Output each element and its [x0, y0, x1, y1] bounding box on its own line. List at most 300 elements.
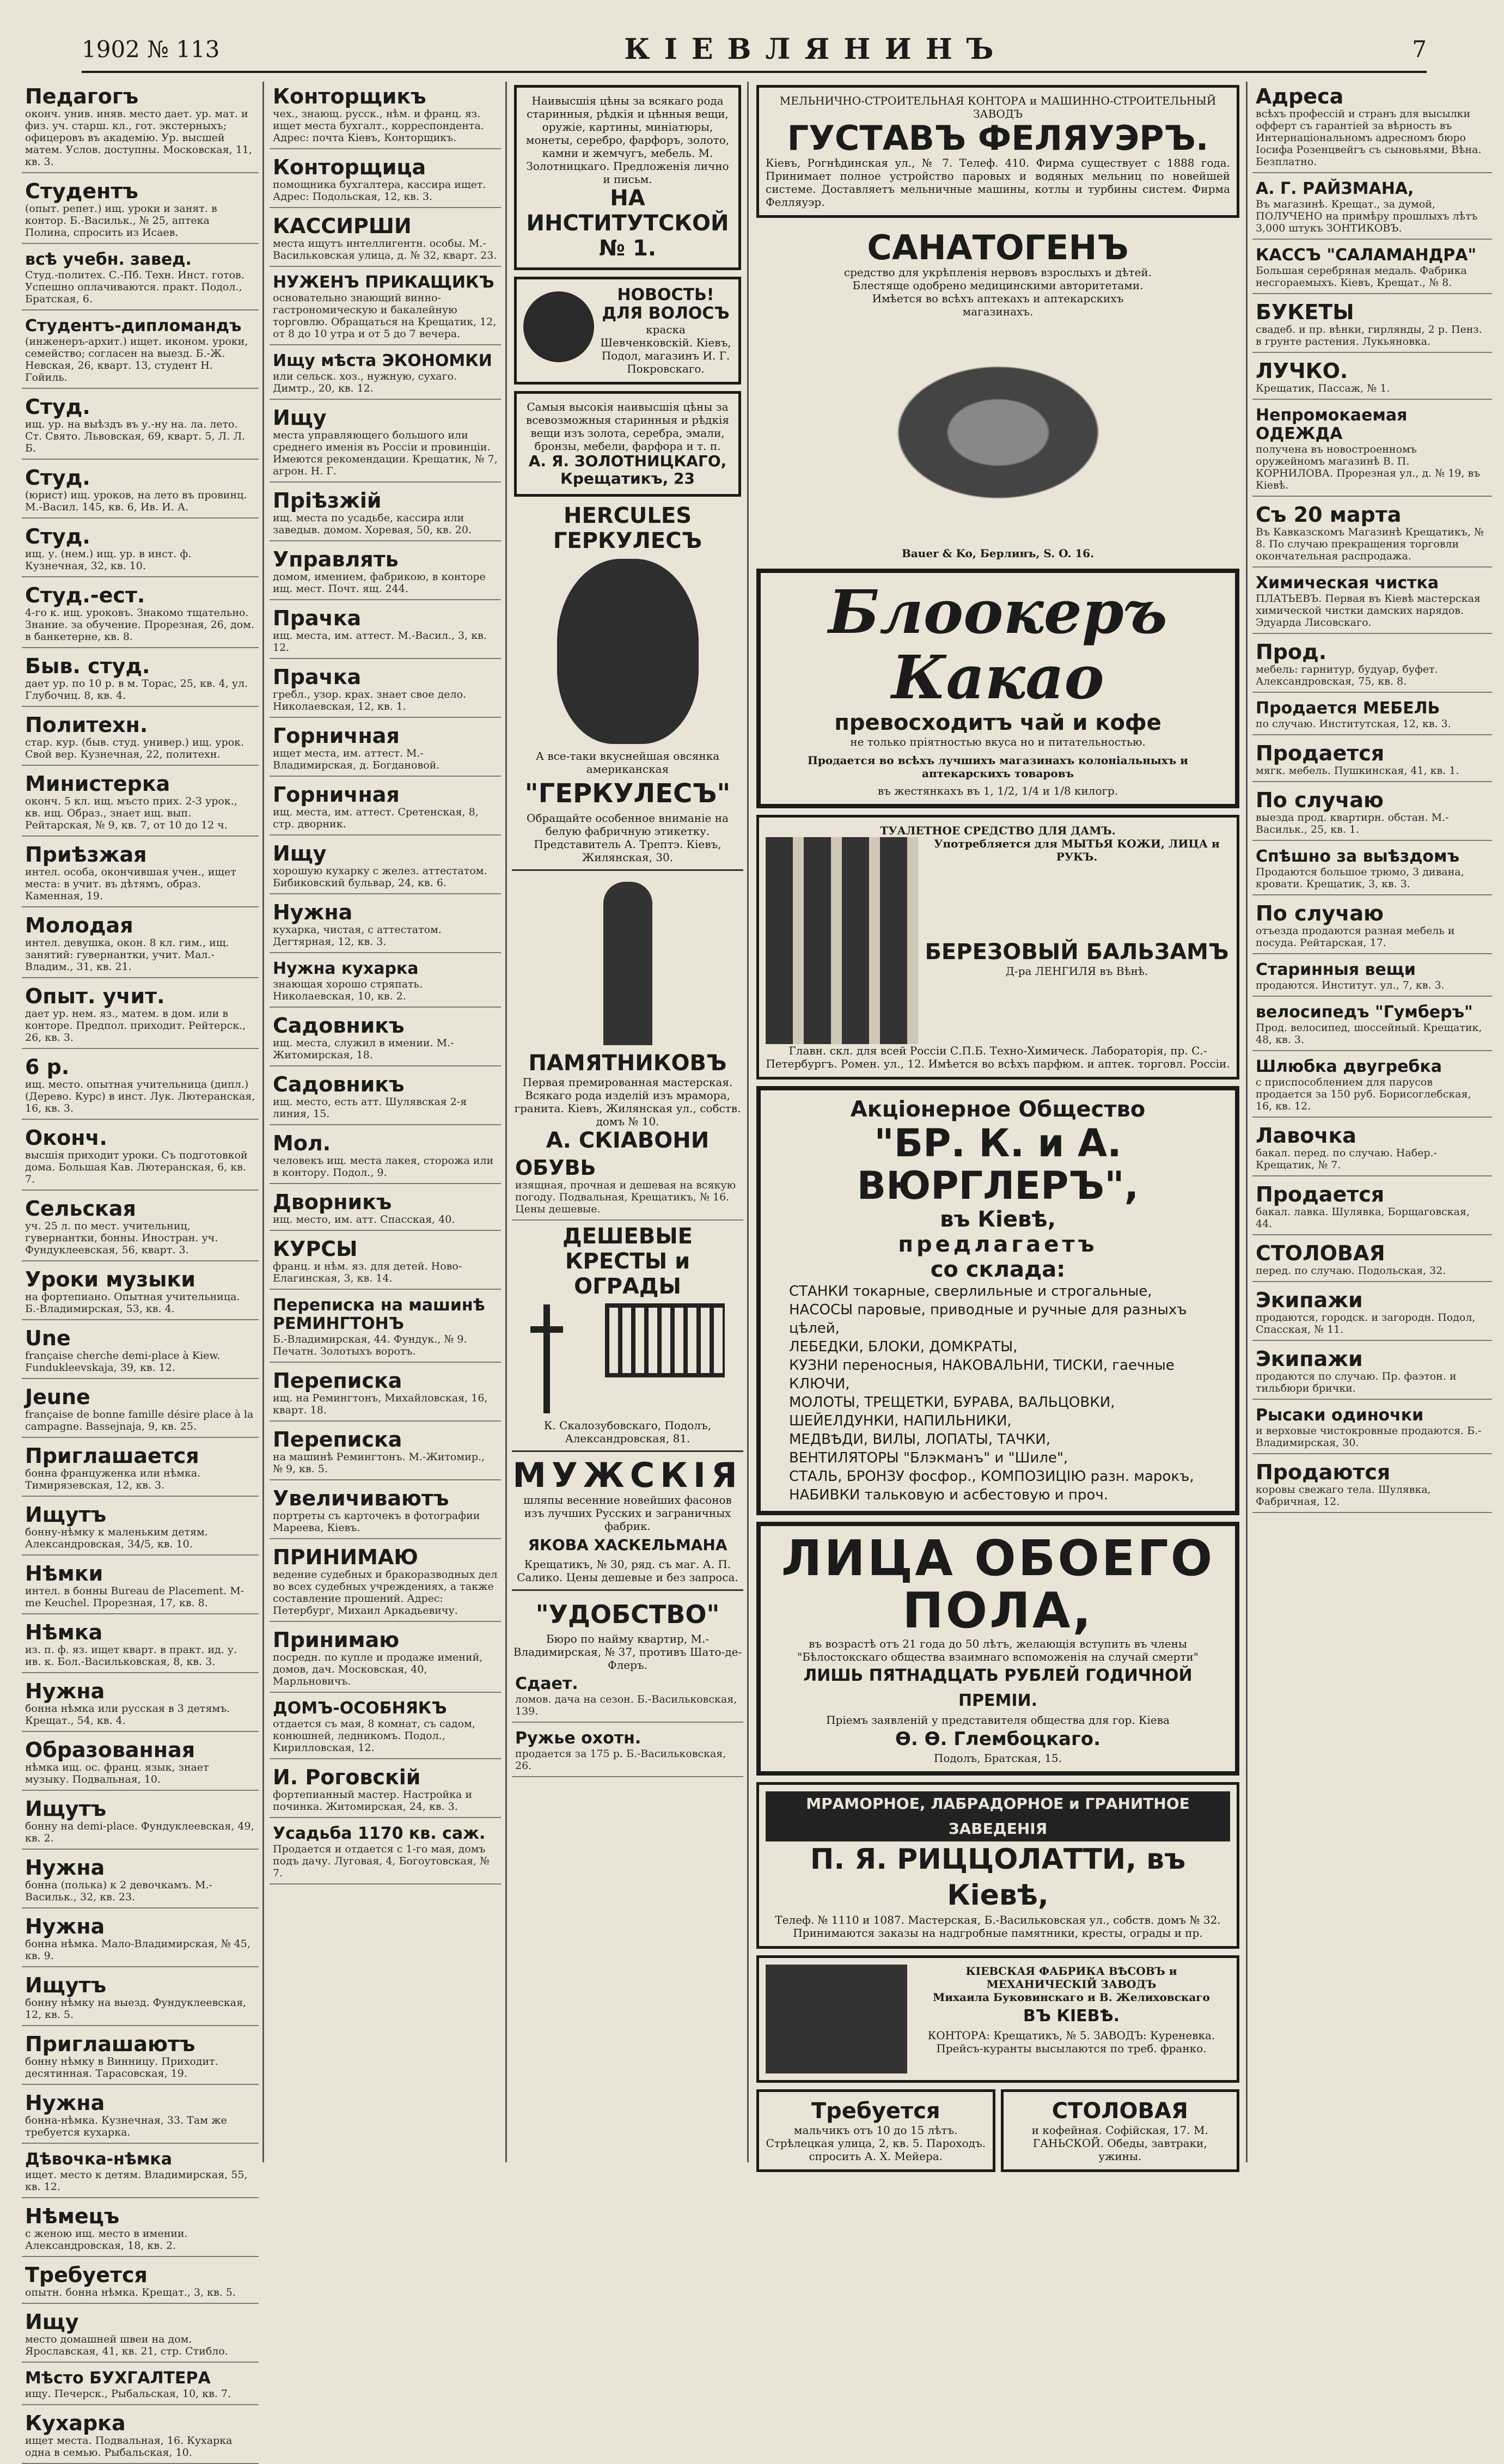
classified-ad — [512, 1726, 743, 1777]
ad-brand: "ГЕРКУЛЕСЪ" — [524, 778, 731, 809]
canteen-ad — [1001, 2089, 1240, 2172]
classified-ad — [1252, 1000, 1492, 1051]
classified-ad — [22, 1265, 259, 1320]
ad-text: по случаю. Институтская, 12, кв. 3. — [1256, 718, 1451, 730]
ad-heading: Требуется — [811, 2099, 940, 2124]
feller-ad — [756, 85, 1239, 218]
classified-ad — [1252, 176, 1492, 240]
column-divider — [1246, 82, 1248, 2162]
ad-top: МРАМОРНОЕ, ЛАБРАДОРНОЕ и ГРАНИТНОЕ ЗАВЕДЕНІЯ — [766, 1791, 1230, 1841]
classified-ad — [22, 522, 259, 577]
ad-heading: Нужна — [273, 900, 353, 924]
classified-ad — [22, 1441, 259, 1497]
ad-heading: Ищу — [273, 841, 327, 865]
ad-text: бонну нѣмку на выезд. Фундуклеевская, 12, кв. 5. — [25, 1997, 247, 2021]
classified-ad — [1252, 403, 1492, 497]
ad-text: бонна-нѣмка. Кузнечная, 33. Там же требуется кухарка. — [25, 2114, 227, 2138]
ad-heading: Ищу мѣста ЭКОНОМКИ — [273, 351, 492, 370]
classified-ad — [270, 211, 501, 267]
ad-text: ищет места, им. аттест. М.-Владимирская, д. Богдановой. — [273, 747, 440, 771]
ad-text: хорошую кухарку с желез. аттестатом. Бибиковский бульвар, 24, кв. 6. — [273, 865, 487, 889]
ad-top: КІЕВСКАЯ ФАБРИКА ВѢСОВЪ и МЕХАНИЧЕСКІЙ ЗАВОДЪ — [965, 1965, 1177, 1991]
ad-text: перед. по случаю. Подольская, 32. — [1256, 1265, 1446, 1277]
ad-heading: ГУСТАВЪ ФЕЛЯУЭРЪ. — [787, 118, 1209, 158]
ad-text: средство для укрѣпленія нервовъ взрослыхъ и дѣтей. Блестяще одобрено медицинскими авторитетами. Имѣется во всѣхъ аптекахъ и аптекарскихъ магазинахъ. — [843, 266, 1152, 318]
ad-text: Первая премированная мастерская. Всякаго рода изделій изъ мрамора, гранита. Кiевъ, Жилянская ул., собств. домъ № 10. — [514, 1076, 741, 1128]
column-divider — [262, 82, 264, 2162]
classified-ad — [270, 1366, 501, 1422]
classified-ad — [1252, 571, 1492, 634]
ad-text: дает ур. по 10 р. в м. Торас, 25, кв. 4, ул. Глубочиц. 8, кв. 4. — [25, 678, 248, 702]
crosses-fences-ad — [512, 1224, 743, 1445]
classified-ad — [22, 2147, 259, 2198]
ad-heading: ЛУЧКО. — [1256, 359, 1348, 383]
classified-ad — [22, 840, 259, 907]
ad-top: Акціонерное Общество — [850, 1097, 1146, 1122]
bottom-ads-row — [754, 2089, 1242, 2172]
hercules-oats-ad — [512, 503, 743, 864]
angel-illustration — [824, 318, 1172, 547]
ad-text: Подолъ, Братская, 15. — [933, 1752, 1062, 1765]
ad-heading: Лавочка — [1256, 1124, 1356, 1148]
ad-heading: Студентъ — [25, 179, 138, 203]
ad-heading: КУРСЫ — [273, 1237, 358, 1261]
hair-product-icon — [523, 291, 594, 362]
classified-ad — [1252, 82, 1492, 173]
classified-ad — [270, 1425, 501, 1480]
ad-heading: 6 р. — [25, 1055, 70, 1079]
column-1-classifieds — [22, 82, 259, 2459]
classified-ad — [1252, 1180, 1492, 1235]
ad-text: портреты съ карточекъ в фотографии Мареева, Кiевъ. — [273, 1510, 480, 1534]
ad-heading: НОВОСТЬ! ДЛЯ ВОЛОСЪ — [602, 285, 730, 323]
ad-text: Продается во всѣхъ лучшихъ магазинахъ колоніальныхъ и аптекарскихъ товаровъ — [807, 754, 1188, 780]
ad-text: кухарка, чистая, с аттестатом. Дегтярная, 12, кв. 3. — [273, 924, 442, 948]
ad-text: Въ магазинѣ. Крещат., за думой, ПОЛУЧЕНО на примѣру прошлыхъ лѣтъ 3,000 штукъ ЗОНТИКОВЪ. — [1256, 198, 1478, 234]
classified-ad — [22, 2307, 259, 2363]
ad-heading: Jeune — [25, 1385, 90, 1409]
classified-ad — [1252, 957, 1492, 997]
classified-ad — [22, 1912, 259, 1967]
classified-ad — [1252, 1121, 1492, 1176]
classified-ad — [1252, 1344, 1492, 1400]
list-item: НАСОСЫ паровые, приводные и ручные для разныхъ цѣлей, — [789, 1302, 1187, 1337]
ad-heading: Продается — [1256, 1182, 1385, 1206]
list-item: КУЗНИ переносныя, НАКОВАЛЬНИ, ТИСКИ, гаечные КЛЮЧИ, — [789, 1357, 1175, 1392]
classified-ad — [1252, 1054, 1492, 1118]
ad-text: продаются. Институт. ул., 7, кв. 3. — [1256, 979, 1445, 991]
ad-text: въ жестянкахъ въ 1, 1/2, 1/4 и 1/8 килогр. — [877, 784, 1118, 797]
ad-heading: Блоокеръ Какао — [828, 577, 1167, 712]
ad-text: Кiевъ, Рогнѣдинская ул., № 7. Телеф. 410. Фирма существует с 1888 года. Принимает полное устройство паровых и водяных мельниц по новейшей системе. Доставляетъ мельничные машины, котлы и турбины систем. Фирма Фелляуэр. — [766, 156, 1230, 209]
ad-from: со склада: — [930, 1257, 1066, 1282]
classified-ad — [270, 721, 501, 777]
classified-ad — [270, 349, 501, 400]
ad-heading: Переписка на машинѣ РЕМИНГТОНЪ — [273, 1296, 485, 1333]
classified-ad — [1252, 500, 1492, 568]
ad-text: дает ур. нем. яз., матем. в дом. или в конторе. Предпол. приходит. Рейтерск., 26, кв. 3. — [25, 1008, 246, 1044]
list-item: ЛЕБЕДКИ, БЛОКИ, ДОМКРАТЫ, — [789, 1339, 1018, 1355]
ad-heading: Ищутъ — [25, 1797, 107, 1821]
ad-heading: А. СКІАВОНИ — [546, 1128, 710, 1153]
ad-text: получена въ новостроенномъ оружейномъ магазинѣ В. П. КОРНИЛОВА. Прорезная ул., д. № 19, въ Кiевѣ. — [1256, 443, 1481, 491]
ad-heading: Мол. — [273, 1131, 331, 1155]
ad-text: отдается съ мая, 8 комнат, съ садом, конюшней, ледникомъ. Подол., Кирилловская, 12. — [273, 1718, 475, 1754]
ad-heading: Конторщикъ — [273, 84, 426, 108]
classified-ad — [1252, 243, 1492, 294]
classified-ad — [270, 1234, 501, 1290]
ad-heading: Кухарка — [25, 2411, 126, 2435]
ad-text: продаются, городск. и загородн. Подол, Спасская, № 11. — [1256, 1312, 1476, 1335]
ad-heading: Управлять — [273, 547, 399, 571]
ad-text: из. п. ф. яз. ищет кварт. в практ. ид. у. ив. к. Бол.-Васильковская, 8, кв. 3. — [25, 1644, 237, 1668]
ad-text: КОНТОРА: Крещатикъ, № 5. ЗАВОДЪ: Куреневка. Прейсъ-куранты высылаются по треб. франко. — [927, 2029, 1215, 2055]
ad-heading: "БР. К. и А. ВЮРГЛЕРЪ", — [857, 1121, 1139, 1208]
ad-text: бонна нѣмка. Мало-Владимирская, № 45, кв. 9. — [25, 1938, 250, 1962]
classified-ad — [270, 839, 501, 894]
ad-text: бакал. лавка. Шулявка, Борщаговская, 44. — [1256, 1206, 1470, 1230]
classified-ad — [270, 486, 501, 541]
column-2-classifieds — [270, 82, 501, 2162]
ad-heading: Студентъ-дипломандъ — [25, 316, 242, 336]
bottles-illustration — [766, 837, 918, 1044]
classified-ad — [22, 1971, 259, 2026]
ad-fee: ЛИШЬ ПЯТНАДЦАТЬ РУБЛЕЙ ГОДИЧНОЙ ПРЕМІИ. — [803, 1666, 1193, 1710]
ad-text: продается за 175 р. Б.-Васильковская, 26. — [515, 1748, 726, 1772]
ad-heading: БЕРЕЗОВЫЙ БАЛЬЗАМЪ — [925, 940, 1229, 965]
ad-heading: Нужна — [25, 1679, 105, 1703]
classified-ad — [22, 1853, 259, 1908]
column-divider — [747, 82, 749, 2162]
ad-heading: МУЖСКІЯ — [512, 1455, 743, 1495]
classified-ad — [270, 403, 501, 483]
ad-heading: Продаются — [1256, 1460, 1391, 1484]
ad-heading: Спѣшно за выѣздомъ — [1256, 847, 1460, 866]
classified-ad — [270, 1542, 501, 1622]
boy-wanted-ad — [756, 2089, 995, 2172]
classified-ad — [270, 1187, 501, 1231]
ad-text: ведение судебных и бракоразводных дел во всех судебных учреждениях, а также составление прошений. Адрес: Петербург, Михаил Аркадьевичу. — [273, 1569, 498, 1617]
ad-text: Прод. велосипед, шоссейный. Крещатик, 48, кв. 3. — [1256, 1022, 1482, 1046]
ad-heading: Приѣзжая — [25, 843, 147, 867]
ad-text: место домашней швеи на дом. Ярославская, 41, кв. 21, стр. Стибло. — [25, 2333, 228, 2357]
ad-heading: СТОЛОВАЯ — [1051, 2099, 1188, 2124]
ad-heading: Садовникъ — [273, 1014, 405, 1038]
ad-text: бонна (полька) к 2 девочкамъ. М.-Васильк., 32, кв. 23. — [25, 1879, 212, 1903]
ad-text: мягк. мебель. Пушкинская, 41, кв. 1. — [1256, 765, 1459, 777]
ad-slogan: превосходитъ чай и кофе — [834, 710, 1161, 735]
ad-text: ищет. место к детям. Владимирская, 55, кв. 12. — [25, 2169, 248, 2193]
ad-heading: По случаю — [1256, 901, 1384, 925]
ad-heading: Мѣсто БУХГАЛТЕРА — [25, 2369, 211, 2388]
ad-heading: Студ. — [25, 466, 90, 490]
ad-text: и верховые чистокровные продаются. Б.-Владимирская, 30. — [1256, 1425, 1482, 1449]
ad-text: Продаются большое трюмо, 3 дивана, кровати. Крещатик, 3, кв. 3. — [1256, 866, 1464, 890]
ad-heading: Нужна — [25, 1914, 105, 1938]
scales-factory-ad — [756, 1955, 1239, 2083]
ad-heading: Молодая — [25, 913, 133, 937]
ad-text: бонна нѣмка или русская в 3 детямъ. Крещат., 54, кв. 4. — [25, 1703, 230, 1727]
ad-top: МЕЛЬНИЧНО-СТРОИТЕЛЬНАЯ КОНТОРА и МАШИННО-СТРОИТЕЛЬНЫЙ ЗАВОДЪ — [779, 94, 1216, 120]
classified-ad — [22, 581, 259, 648]
wurgler-ad — [756, 1086, 1239, 1515]
ad-heading: Прачка — [273, 606, 362, 630]
ad-maker: Bauer & Ko, Берлинъ, S. O. 16. — [901, 547, 1095, 560]
ad-heading: Прод. — [1256, 640, 1327, 664]
list-item: МОЛОТЫ, ТРЕЩЕТКИ, БУРАВА, ВАЛЬЦОВКИ, — [789, 1394, 1115, 1411]
classified-ad — [22, 769, 259, 837]
ad-text: опытн. бонна нѣмка. Крещат., 3, кв. 5. — [25, 2286, 236, 2298]
classified-ad — [270, 1293, 501, 1363]
ad-text: ищ. место. опытная учительница (дипл.) (Дерево. Курс) в инст. Лук. Лютеранская, 16, кв. 3. — [25, 1078, 255, 1114]
ad-text: ищ. места, им. аттест. М.-Васил., 3, кв. 12. — [273, 630, 487, 654]
ad-heading: Старинныя вещи — [1256, 960, 1416, 979]
ad-rep-name: Ѳ. Ѳ. Глембоцкаго. — [895, 1728, 1101, 1750]
list-item: ВЕНТИЛЯТОРЫ "Блэкманъ" и "Шиле", — [789, 1450, 1068, 1466]
classified-ad — [22, 392, 259, 460]
ad-text: ломов. дача на сезон. Б.-Васильковская, 139. — [515, 1693, 737, 1717]
ad-text: выезда прод. квартирн. обстан. М.-Васильк., 25, кв. 1. — [1256, 812, 1449, 835]
classified-ad — [22, 1194, 259, 1261]
ad-text: ищ. место, им. атт. Спасская, 40. — [273, 1213, 455, 1225]
ad-heading: СТОЛОВАЯ — [1256, 1241, 1385, 1265]
ad-text: коровы свежаго тела. Шулявка, Фабричная, 12. — [1256, 1484, 1431, 1508]
classified-ad — [270, 603, 501, 659]
ad-text: отъезда продаются разная мебель и посуда. Рейтарская, 17. — [1256, 925, 1455, 949]
ad-heading: Приглашается — [25, 1444, 199, 1468]
ad-heading: ПАМЯТНИКОВЪ — [528, 1051, 727, 1076]
classified-ad — [22, 314, 259, 389]
ad-text: изящная, прочная и дешевая на всякую погоду. Подвальная, Крещатикъ, № 16. Цены дешевые. — [515, 1179, 736, 1215]
ad-heading: Une — [25, 1326, 71, 1350]
ad-heading: Садовникъ — [273, 1072, 405, 1096]
ad-heading: ДОМЪ-ОСОБНЯКЪ — [273, 1699, 447, 1718]
column-divider — [505, 82, 507, 2162]
ad-heading: Горничная — [273, 724, 400, 748]
ad-text: въ возрастѣ отъ 21 года до 50 лѣтъ, желающія вступить въ члены "Бѣлостокскаго общества взаимнаго вспоможенія на случай смерти" — [797, 1637, 1199, 1663]
ad-heading: Прачка — [273, 665, 362, 689]
sanatogen-ad — [754, 224, 1242, 565]
classified-ad — [1252, 1457, 1492, 1513]
mens-hats-ad — [512, 1450, 743, 1584]
classified-ad — [270, 545, 501, 600]
ad-text: Крещатик, Пассаж, № 1. — [1256, 382, 1390, 394]
ad-text: Большая серебряная медаль. Фабрика несгораемыхъ. Кiевъ, Крещат., № 8. — [1256, 265, 1467, 289]
ad-text: места управляющего большого или среднего именiя въ Россiи и провинціи. Имеются рекомендации. Крещатик, № 7, агрон. Н. Г. — [273, 429, 498, 477]
ad-text: знающая хорошо стряпать. Николаевская, 10, кв. 2. — [273, 978, 423, 1002]
ad-text: Въ Кавказскомъ Магазинѣ Крещатикъ, № 8. По случаю прекращения торговли окончательная распродажа. — [1256, 526, 1484, 562]
classified-ad — [22, 1618, 259, 1673]
antique-buyer-ad — [514, 85, 741, 270]
classified-ad — [22, 981, 259, 1049]
ad-text: бонна француженка или нѣмка. Тимирязевская, 12, кв. 3. — [25, 1467, 201, 1491]
classified-ad — [1252, 785, 1492, 841]
classified-ad — [270, 1011, 501, 1066]
ad-heading: НУЖЕНЪ ПРИКАЩИКЪ — [273, 273, 494, 292]
ad-heading: Шлюбка двугребка — [1256, 1057, 1442, 1076]
ad-heading: Образованная — [25, 1738, 195, 1762]
classified-ad — [270, 1696, 501, 1759]
ad-heading: Переписка — [273, 1369, 402, 1393]
ad-text: (юрист) ищ. уроков, на лето въ провинц. М.-Васил. 145, кв. 6, Ив. И. А. — [25, 489, 247, 513]
ad-heading: Продается — [1256, 741, 1385, 765]
ad-heading: По случаю — [1256, 788, 1384, 812]
ad-text: бонну на demi-place. Фундуклеевская, 49, кв. 2. — [25, 1820, 254, 1844]
ad-text: оконч. 5 кл. ищ. мъсто прих. 2-3 урок., кв. ищ. Образ., знает ищ. вып. Рейтарская, № 9, кв. 7, от 10 до 12 ч. — [25, 795, 237, 831]
classified-ad — [22, 247, 259, 310]
ad-text: оконч. унив. иняв. место дает. ур. мат. и физ. уч. старш. кл., гот. экстерныхъ; офицеровъ въ академію. Ур. высшей матем. Услов. доступны. Московская, 11, кв. 3. — [25, 108, 253, 168]
ad-text: высшія приходит уроки. Съ подготовкой дома. Большая Кав. Лютеранская, 6, кв. 7. — [25, 1149, 248, 1185]
ad-heading: Горничная — [273, 783, 400, 807]
ad-text: ПЛАТЬЕВЪ. Первая въ Кiевѣ мастерская химической чистки дамских нарядов. Эдуарда Лисовскаго. — [1256, 593, 1481, 629]
ad-text: Главн. скл. для всей Россiи С.П.Б. Техно-Химическ. Лабораторія, пр. С.-Петербургъ. Ромен. ул., 12. Имѣется во всѣхъ парфюм. и аптек. торговл. Россіи. — [766, 1044, 1230, 1070]
hair-dye-ad — [514, 277, 741, 385]
ad-text: (инженеръ-архит.) ищет. иконом. уроки, семейство; согласен на выезд. Б.-Ж. Невская, 26, кварт. 13, студент Н. Гойиль. — [25, 336, 248, 383]
ad-heading: Опыт. учит. — [25, 984, 165, 1008]
ad-text: мебель: гарнитур, будуар, буфет. Александровская, 75, кв. 8. — [1256, 663, 1438, 687]
ad-heading: Студ. — [25, 524, 90, 548]
ad-text: гребл., узор. крах. знает свое дело. Николаевская, 12, кв. 1. — [273, 688, 467, 712]
classified-ad — [22, 1123, 259, 1191]
ad-heading: Экипажи — [1256, 1288, 1363, 1312]
classified-ad — [22, 2260, 259, 2304]
ad-heading: Конторщица — [273, 155, 426, 179]
ad-text: бонну нѣмку в Винницу. Приходит. десятинная. Тарасовская, 19. — [25, 2056, 218, 2079]
ad-heading: Нѣмецъ — [25, 2204, 120, 2228]
ad-heading: Дѣвочка-нѣмка — [25, 2150, 172, 2169]
equipment-list — [767, 1282, 1228, 1504]
ad-heading: велосипедъ "Гумберъ" — [1256, 1003, 1473, 1022]
classified-ad — [270, 153, 501, 208]
ad-text: с приспособлением для парусов продается за 150 руб. Борисоглебская, 16, кв. 12. — [1256, 1076, 1471, 1112]
ad-heading: Продается МЕБЕЛЬ — [1256, 699, 1440, 718]
ad-text: ищ. места, им. аттест. Сретенская, 8, стр. дворник. — [273, 806, 479, 830]
birch-balsam-ad — [756, 815, 1239, 1079]
ad-text: бакал. перед. по случаю. Набер.-Крещатик, № 7. — [1256, 1147, 1437, 1171]
ad-heading: Нѣмки — [25, 1562, 103, 1585]
man-eating-illustration — [557, 559, 699, 744]
ad-text: не только пріятностью вкуса но и питательностью. — [850, 735, 1146, 748]
ad-heading: Ищутъ — [25, 1503, 107, 1527]
classified-ad — [22, 176, 259, 244]
ad-heading: "УДОБСТВО" — [535, 1600, 720, 1629]
ad-heading: Экипажи — [1256, 1347, 1363, 1371]
shoes-ad — [512, 1153, 743, 1221]
ad-text: ищ. место, есть атт. Шулявская 2-я линия, 15. — [273, 1096, 467, 1120]
list-item: МЕДВѢДИ, ВИЛЫ, ЛОПАТЫ, ТАЧКИ, — [789, 1431, 1051, 1448]
ad-text: домом, имением, фабрикою, в конторе ищ. мест. Почт. ящ. 244. — [273, 571, 486, 595]
marble-workshop-ad — [756, 1782, 1239, 1949]
classified-ad — [1252, 1403, 1492, 1454]
classified-ad — [22, 2029, 259, 2085]
column-5-classifieds — [1252, 82, 1492, 2162]
classified-ad — [1252, 297, 1492, 353]
ad-text: (опыт. репет.) ищ. уроки и занят. в контор. Б.-Васильк., № 25, аптека Полина, спросить из Исаев. — [25, 203, 217, 239]
ad-text: К. Скалозубовскаго, Подолъ, Александровская, 81. — [543, 1419, 712, 1445]
ad-heading: Дворникъ — [273, 1190, 392, 1214]
classified-ad — [22, 2201, 259, 2257]
ad-heading: Уроки музыки — [25, 1267, 195, 1291]
ad-text: ищ. места по усадьбе, кассира или заведыв. домом. Хоревая, 50, кв. 20. — [273, 512, 472, 536]
ad-text: человекъ ищ. места лакея, сторожа или в контору. Подол., 9. — [273, 1155, 494, 1179]
ad-text: чех., знающ. русск., нѣм. и франц. яз. ищет места бухгалт., корреспондента. Адрес: почта Кiевъ, Конторщикъ. — [273, 108, 484, 144]
classified-ad — [1252, 899, 1492, 954]
list-item: СТАЛЬ, БРОНЗУ фосфор., КОМПОЗИЦІЮ разн. марокъ, — [789, 1468, 1194, 1485]
ad-heading: Студ.-ест. — [25, 583, 145, 607]
ad-text: стар. кур. (быв. студ. универ.) ищ. урок. Свой вер. Кузнечная, 22, политехн. — [25, 736, 244, 760]
ad-heading: Ищу — [25, 2310, 79, 2334]
ad-text: ищ. ур. на выѣздъ въ у.-ну на. ла. лето. Ст. Свято. Львовская, 69, кварт. 5, Л. Л. Б. — [25, 418, 246, 454]
issue-number: 1902 № 113 — [82, 35, 220, 63]
ad-text: Крещатикъ, № 30, ряд. съ маг. А. П. Салико. Цены дешевые и без запроса. — [517, 1558, 738, 1584]
ad-text: свадеб. и пр. вѣнки, гирлянды, 2 р. Пенз. в грунте растения. Лукьяновка. — [1256, 324, 1482, 347]
newspaper-title: КІЕВЛЯНИНЪ — [624, 32, 1008, 66]
monuments-ad — [512, 869, 743, 1153]
classified-ad — [22, 1324, 259, 1379]
ad-heading: HERCULES ГЕРКУЛЕСЪ — [553, 503, 702, 553]
ad-heading: Переписка — [273, 1428, 402, 1451]
column-4-display-ads — [754, 82, 1242, 2162]
ad-heading: Политехн. — [25, 713, 148, 737]
classified-ad — [22, 1382, 259, 1438]
ad-heading: Съ 20 марта — [1256, 503, 1402, 527]
classified-ad — [22, 710, 259, 766]
ad-heading: Непромокаемая ОДЕЖДА — [1256, 406, 1408, 443]
classified-ad — [270, 780, 501, 835]
ad-city: ВЪ КІЕВѢ. — [1023, 2006, 1120, 2026]
classified-ad — [22, 651, 259, 707]
ad-heading: НА ИНСТИТУТСКОЙ № 1. — [526, 186, 729, 261]
ad-heading: И. Роговскій — [273, 1765, 421, 1789]
ad-text: уч. 25 л. по мест. учительниц, гувернантки, бонны. Иностран. уч. Фундуклеевская, 56, кварт. 3. — [25, 1220, 218, 1256]
ad-heading: ОБУВЬ — [515, 1156, 596, 1180]
ad-heading: Ищу — [273, 406, 327, 430]
list-item: НАБИВКИ тальковую и асбестовую и проч. — [789, 1487, 1108, 1503]
ad-heading: Пріѣзжій — [273, 489, 382, 513]
ad-heading: П. Я. РИЦЦОЛАТТИ, въ Кіевѣ, — [810, 1843, 1186, 1912]
classified-ad — [22, 463, 259, 519]
ad-heading: ЛИЦА ОБОЕГО ПОЛА, — [781, 1530, 1215, 1639]
ad-heading: КАССЪ "САЛАМАНДРА" — [1256, 246, 1477, 265]
ad-heading: Нѣмка — [25, 1620, 103, 1644]
ad-text: Самыя высокія наивысшія цѣны за всевозможныя старинныя и рѣдкія вещи изъ золота, серебра, эмали, бронзы, мебели, фарфора и т. п. — [526, 400, 729, 453]
ad-heading: Ищутъ — [25, 1973, 107, 1997]
page-number: 7 — [1412, 35, 1427, 63]
ad-heading: Рысаки одиночки — [1256, 1406, 1424, 1425]
ad-text: мальчикъ отъ 10 до 15 лѣтъ. Стрѣлецкая улица, 2, кв. 5. Пароходъ. спросить А. Х. Мейера. — [766, 2124, 986, 2163]
ad-heading: всѣ учебн. завед. — [25, 250, 192, 269]
ad-heading: А. Я. ЗОЛОТНИЦКАГО, Крещатикъ, 23 — [528, 452, 727, 487]
classified-ad — [1252, 1285, 1492, 1341]
ad-heading: Оконч. — [25, 1126, 107, 1150]
ad-text: на машинѣ Ремингтонъ. М.-Житомир., № 9, кв. 5. — [273, 1451, 485, 1475]
ad-text: А все-таки вкуснейшая овсянка американская — [535, 749, 720, 776]
classified-ad — [1252, 844, 1492, 895]
ad-heading: Усадьба 1170 кв. саж. — [273, 1824, 486, 1843]
ad-text: краска Шевченковскій. Кiевъ, Подол, магазинъ И. Г. Покровскаго. — [600, 323, 731, 375]
ad-text: продаются по случаю. Пр. фаэтон. и тильбюри брички. — [1256, 1370, 1457, 1394]
monument-illustration — [603, 882, 652, 1045]
ad-heading: Сдает. — [515, 1674, 578, 1693]
ad-heading: Требуется — [25, 2263, 148, 2287]
ad-text: Наивысшія цѣны за всякаго рода старинныя, рѣдкія и цѣнныя вещи, оружіе, картины, миніатюры, монеты, серебро, фарфоръ, золото, камни и жемчугъ, мебель. М. Золотницкаго. Предложенія лично и письм. — [525, 94, 730, 186]
classified-ad — [22, 1500, 259, 1556]
ad-text: с женою ищ. место в имении. Александровская, 18, кв. 2. — [25, 2228, 188, 2252]
ad-text: Телеф. № 1110 и 1087. Мастерская, Б.-Васильковская ул., собств. домъ № 32. Принимаются заказы на надгробные памятники, кресты, ограды и пр. — [775, 1913, 1221, 1940]
ad-heading: КАССИРШИ — [273, 214, 412, 238]
zolotnitsky-ad — [514, 391, 741, 497]
classified-ad — [22, 2408, 259, 2464]
